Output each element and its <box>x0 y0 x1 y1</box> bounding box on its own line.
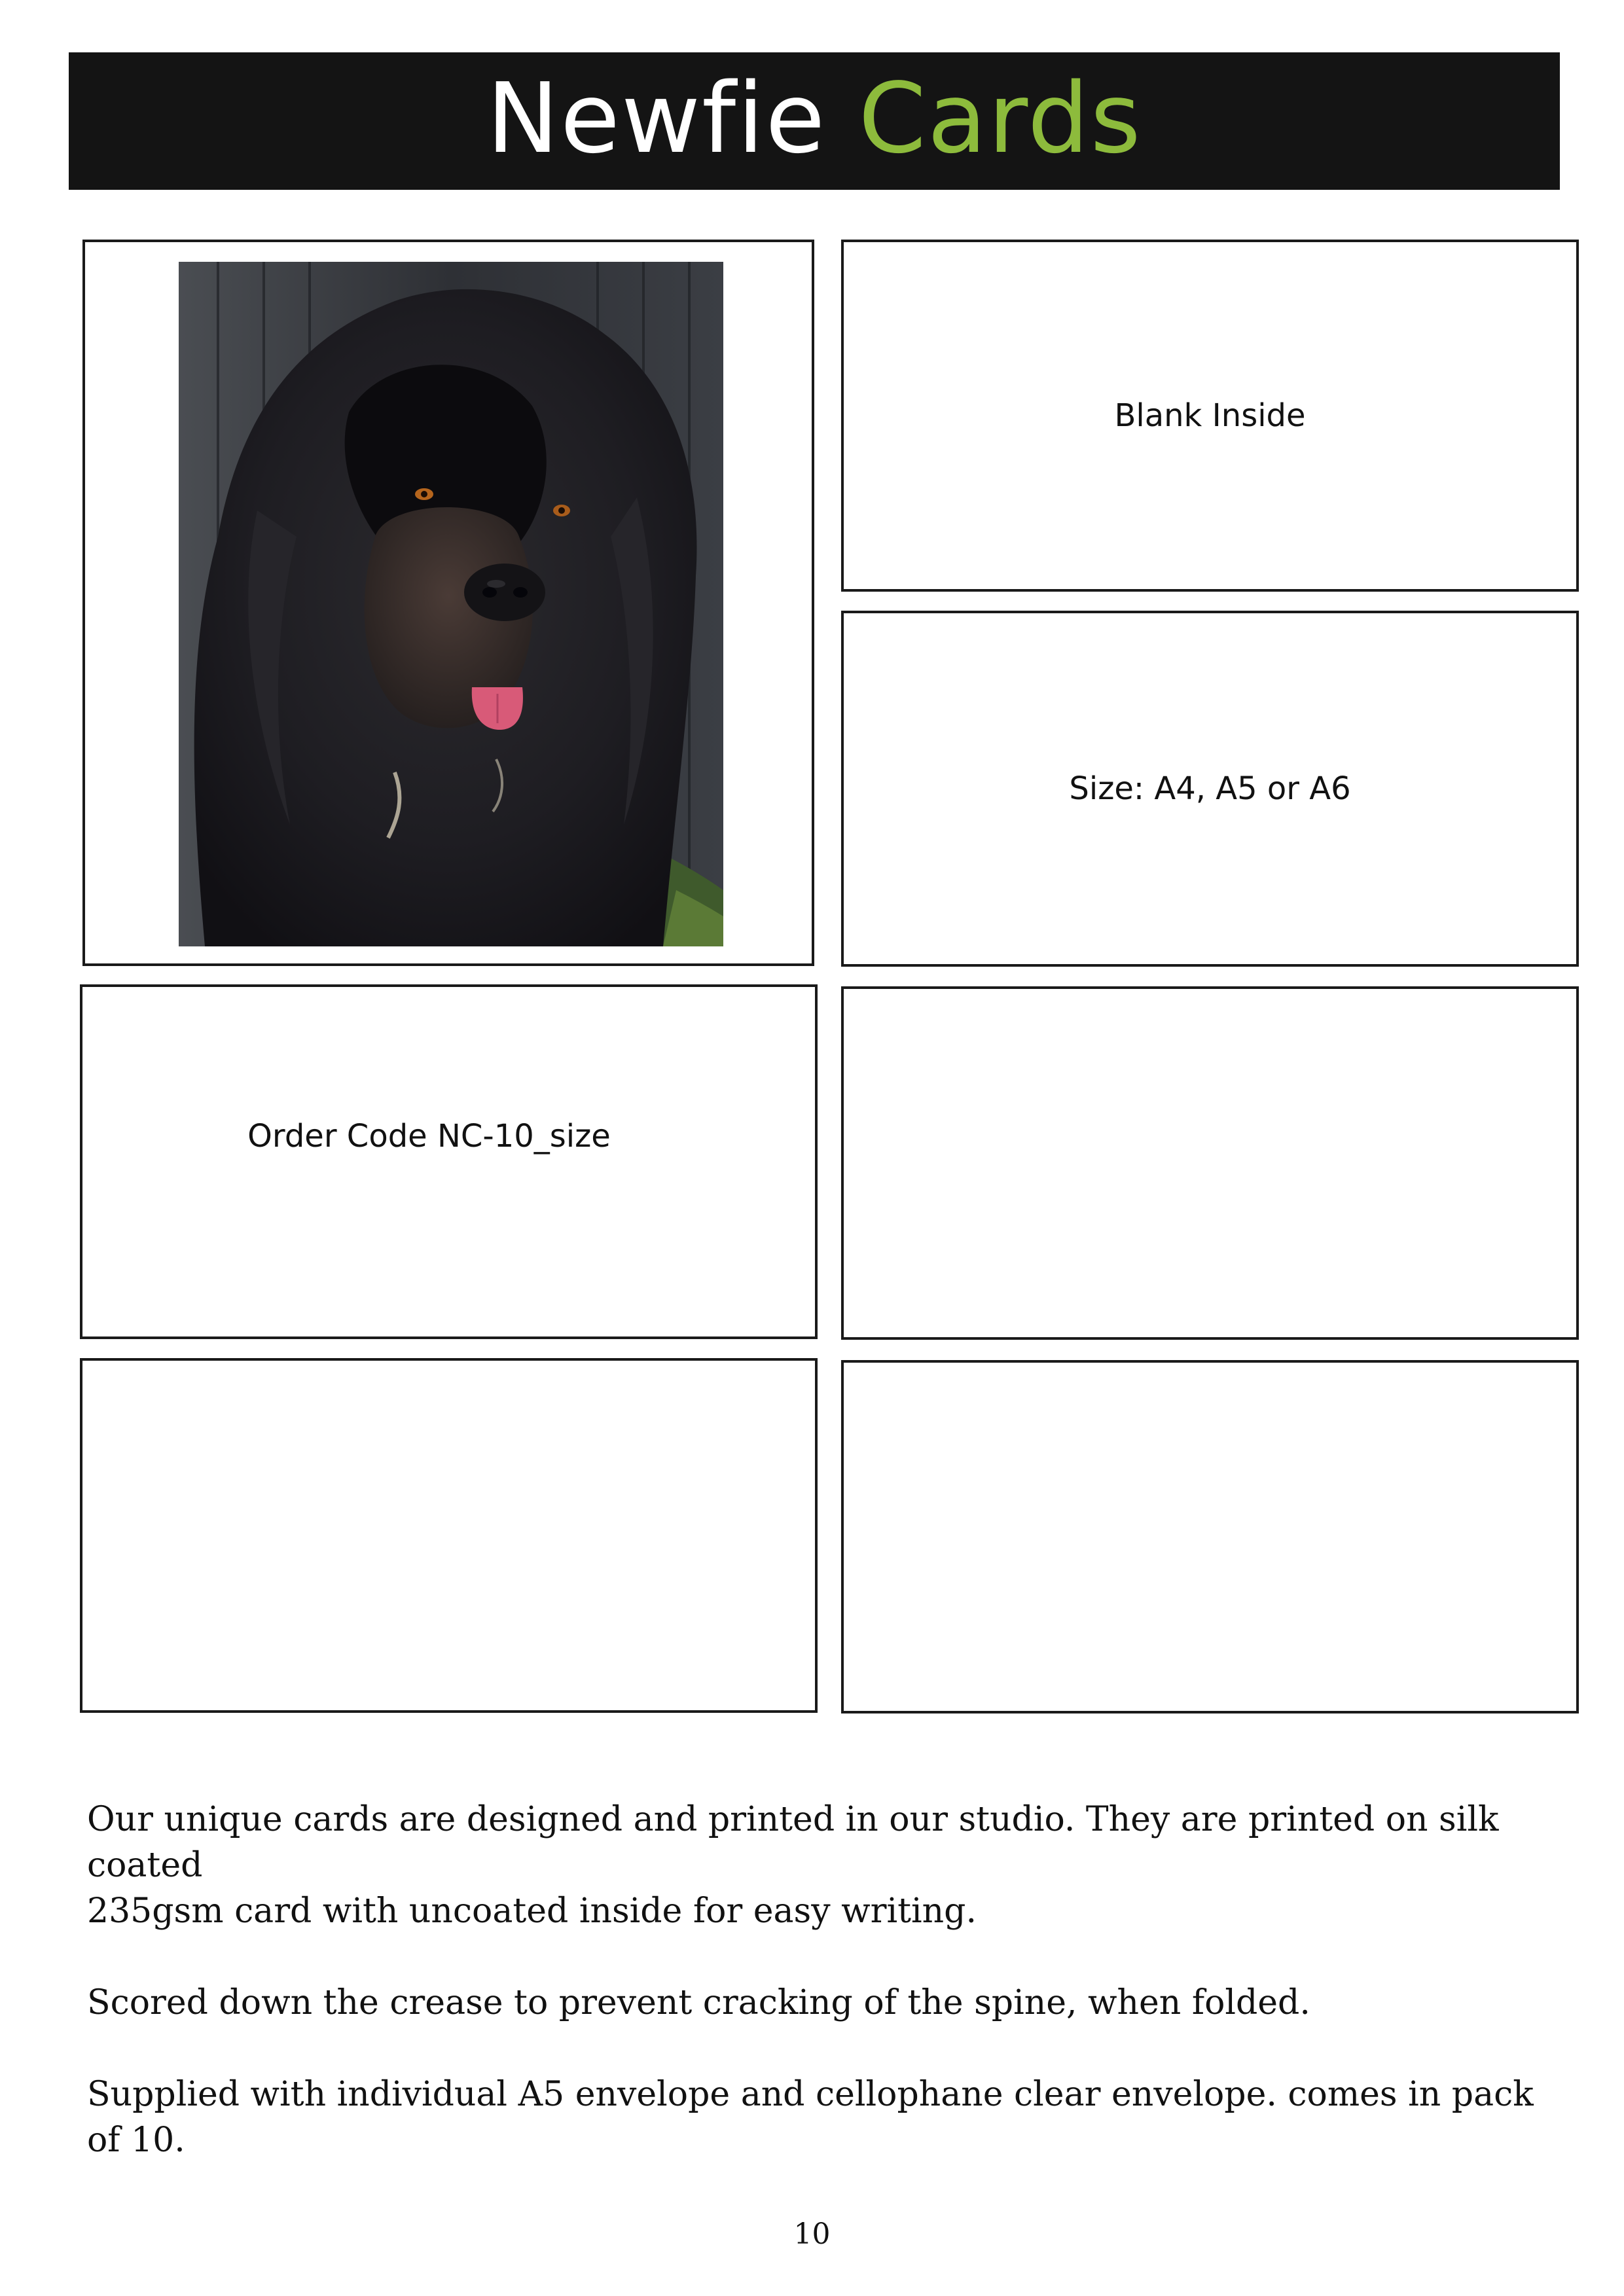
empty-box-2 <box>80 1358 818 1713</box>
order-code-label: Order Code NC-10_size <box>247 1118 611 1155</box>
blank-inside-box <box>841 240 1579 592</box>
title-word-newfie: Newfie <box>486 62 827 175</box>
size-label: Size: A4, A5 or A6 <box>1069 770 1351 807</box>
description-line-1: Our unique cards are designed and printed in our studio. They are printed on silk coated <box>87 1800 1499 1885</box>
order-code-box <box>80 984 818 1339</box>
product-photo-box <box>82 240 814 966</box>
size-box <box>841 611 1579 967</box>
newfoundland-dog-photo <box>179 262 723 946</box>
description-line-2: 235gsm card with uncoated inside for easy writing. <box>87 1892 977 1931</box>
page-title <box>486 62 1142 175</box>
description-paragraph-1 <box>87 1797 1540 1934</box>
blank-inside-label: Blank Inside <box>1114 397 1306 434</box>
description-paragraph-3: Supplied with individual A5 envelope and cellophane clear envelope. comes in pack of 10. <box>87 2075 1534 2160</box>
product-description <box>87 1797 1540 2209</box>
title-word-cards: Cards <box>858 62 1142 175</box>
empty-box-3 <box>841 1360 1579 1713</box>
empty-box-1 <box>841 986 1579 1340</box>
dog-image-icon <box>179 262 723 946</box>
header-bar <box>69 52 1560 190</box>
description-paragraph-2: Scored down the crease to prevent cracking of the spine, when folded. <box>87 1983 1310 2022</box>
page-number: 10 <box>793 2217 831 2251</box>
